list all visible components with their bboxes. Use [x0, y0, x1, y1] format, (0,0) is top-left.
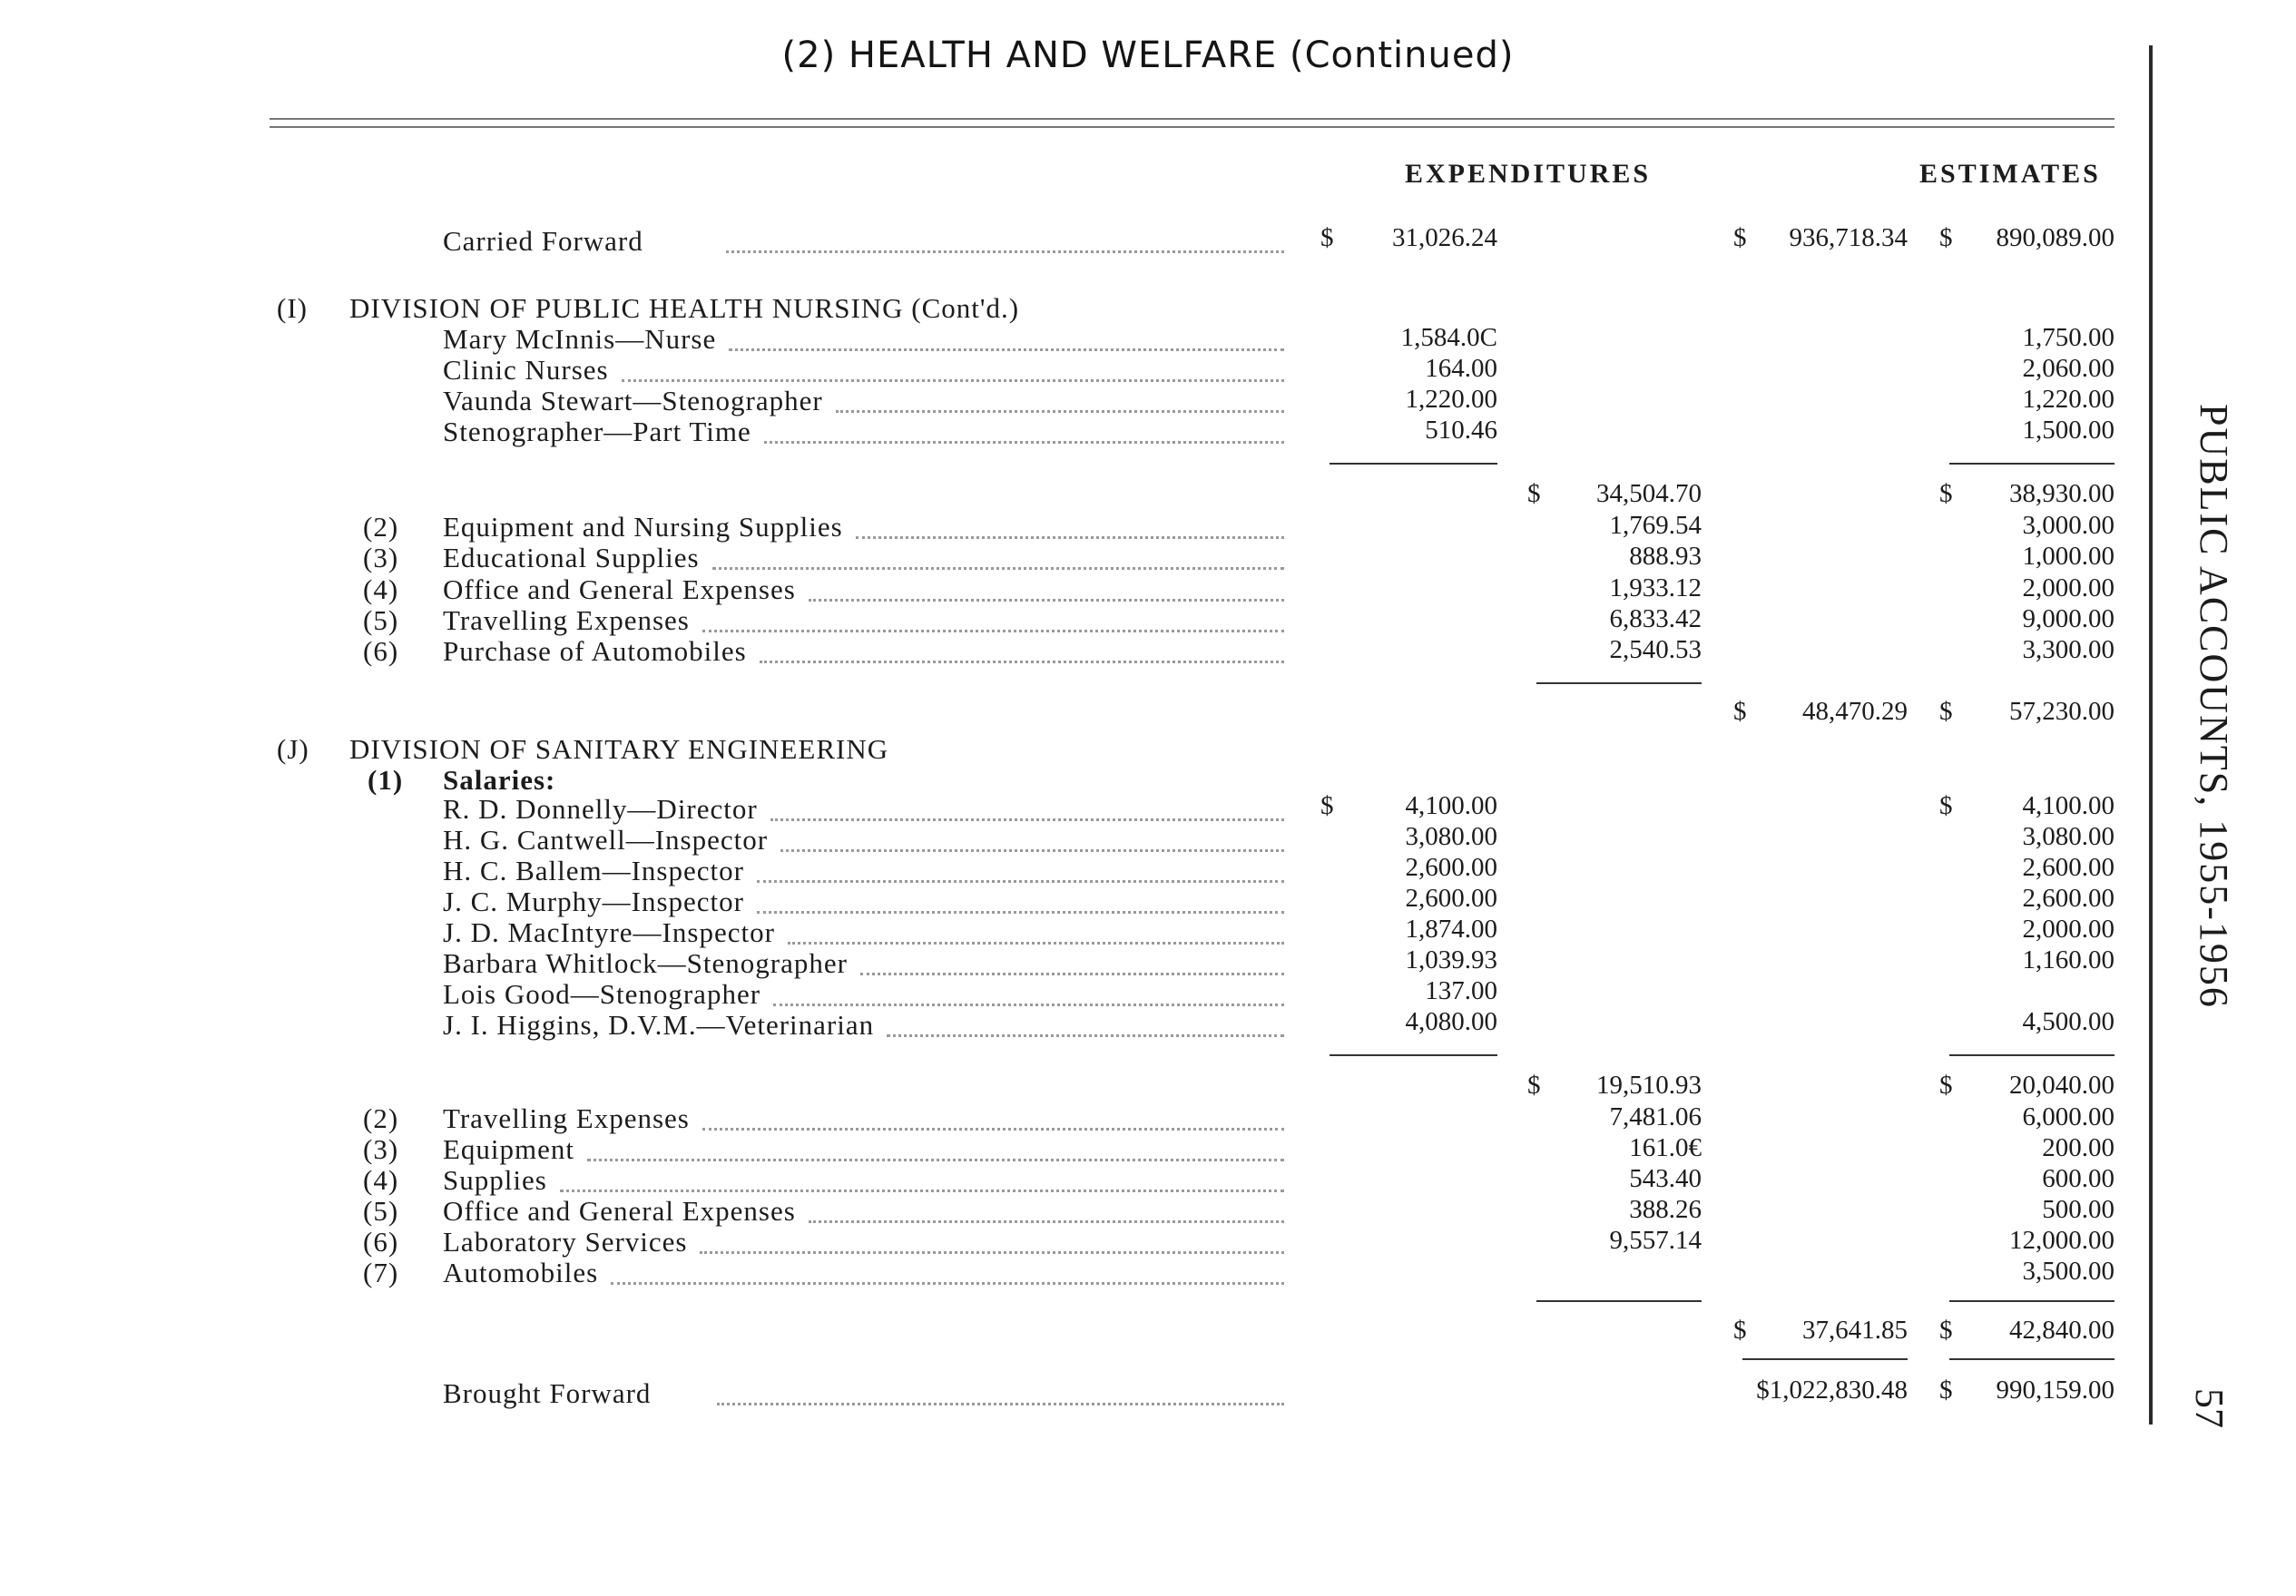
leader-dots — [757, 911, 1284, 914]
item-name: Supplies — [443, 1164, 547, 1196]
dollar-sign: $ — [1733, 1316, 1747, 1345]
salaries-label: Salaries: — [443, 764, 556, 796]
item-code: (7) — [363, 1257, 399, 1288]
leader-dots — [773, 1004, 1284, 1006]
salaries-subtotal-est: 20,040.00 — [2009, 1071, 2114, 1100]
item-estimate: 12,000.00 — [2009, 1226, 2114, 1255]
underline-rule — [1330, 1054, 1497, 1056]
underline-rule — [1742, 1358, 1908, 1360]
staff-name: Clinic Nurses — [443, 354, 609, 386]
leader-dots — [702, 630, 1284, 632]
item-code: (2) — [363, 511, 399, 543]
item-estimate: 200.00 — [2042, 1133, 2114, 1162]
item-expenditure: 543.40 — [1629, 1164, 1702, 1193]
dollar-sign: $ — [1320, 223, 1334, 252]
item-code: (2) — [363, 1102, 399, 1134]
dollar-sign: $ — [1733, 697, 1747, 726]
leader-dots — [788, 942, 1284, 945]
leader-dots — [757, 880, 1284, 883]
staff-expenditure: 4,100.00 — [1405, 791, 1497, 820]
brought-forward-label: Brought Forward — [443, 1377, 652, 1409]
staff-expenditure: 2,600.00 — [1405, 853, 1497, 882]
dollar-sign: $ — [1939, 223, 1953, 252]
item-code: (5) — [363, 1195, 399, 1227]
staff-name: R. D. Donnelly—Director — [443, 793, 758, 825]
leader-dots — [717, 1403, 1284, 1405]
staff-expenditure: 4,080.00 — [1405, 1007, 1497, 1036]
item-name: Office and General Expenses — [443, 573, 796, 605]
item-estimate: 6,000.00 — [2022, 1102, 2114, 1131]
item-name: Office and General Expenses — [443, 1195, 796, 1227]
brought-forward-est: 990,159.00 — [1996, 1376, 2114, 1405]
staff-expenditure: 164.00 — [1425, 354, 1497, 383]
item-code: (4) — [363, 1164, 399, 1196]
leader-dots — [560, 1190, 1284, 1192]
staff-name: J. C. Murphy—Inspector — [443, 886, 744, 917]
item-expenditure: 9,557.14 — [1609, 1226, 1702, 1255]
leader-dots — [702, 1128, 1284, 1131]
staff-estimate: 1,500.00 — [2022, 416, 2114, 445]
dollar-sign: $ — [1320, 791, 1334, 820]
staff-name: Mary McInnis—Nurse — [443, 323, 717, 355]
item-estimate: 2,000.00 — [2022, 573, 2114, 602]
dollar-sign: $ — [1939, 791, 1953, 820]
leader-dots — [780, 849, 1284, 852]
dollar-sign: $ — [1939, 1071, 1953, 1100]
item-estimate: 3,300.00 — [2022, 635, 2114, 664]
staff-expenditure: 1,039.93 — [1405, 945, 1497, 974]
item-name: Laboratory Services — [443, 1226, 688, 1258]
leader-dots — [809, 1220, 1284, 1223]
staff-name: J. D. MacIntyre—Inspector — [443, 916, 775, 948]
leader-dots — [726, 250, 1284, 253]
staff-name: Lois Good—Stenographer — [443, 978, 761, 1010]
item-expenditure: 7,481.06 — [1609, 1102, 1702, 1131]
item-name: Equipment and Nursing Supplies — [443, 511, 843, 543]
staff-name: Barbara Whitlock—Stenographer — [443, 947, 848, 979]
leader-dots — [887, 1034, 1284, 1037]
leader-dots — [587, 1159, 1284, 1161]
item-code: (3) — [363, 542, 399, 573]
leader-dots — [729, 348, 1284, 351]
right-margin-rule — [2149, 45, 2153, 1425]
side-running-title: PUBLIC ACCOUNTS, 1955-1956 — [2192, 404, 2236, 1009]
top-rule — [270, 118, 2114, 128]
staff-expenditure: 3,080.00 — [1405, 822, 1497, 851]
staff-estimate: 4,100.00 — [2022, 791, 2114, 820]
item-expenditure: 1,933.12 — [1609, 573, 1702, 602]
dollar-sign: $ — [1939, 1316, 1953, 1345]
column-header-estimates: ESTIMATES — [1919, 159, 2101, 189]
item-estimate: 600.00 — [2042, 1164, 2114, 1193]
dollar-sign: $ — [1527, 1071, 1541, 1100]
salaries-subtotal-exp: 34,504.70 — [1596, 479, 1702, 508]
item-expenditure: 1,769.54 — [1609, 511, 1702, 540]
carried-forward-label: Carried Forward — [443, 225, 643, 257]
item-name: Travelling Expenses — [443, 604, 690, 636]
page-title: (2) HEALTH AND WELFARE (Continued) — [781, 34, 1515, 76]
item-estimate: 3,500.00 — [2022, 1257, 2114, 1286]
underline-rule — [1949, 1300, 2114, 1302]
dollar-sign: $ — [1733, 223, 1747, 252]
underline-rule — [1536, 682, 1702, 684]
underline-rule — [1330, 463, 1497, 465]
underline-rule — [1949, 1054, 2114, 1056]
staff-estimate: 4,500.00 — [2022, 1007, 2114, 1036]
dollar-sign: $ — [1527, 479, 1541, 508]
staff-expenditure: 137.00 — [1425, 976, 1497, 1005]
leader-dots — [809, 599, 1284, 602]
salaries-code: (1) — [368, 764, 404, 796]
leader-dots — [622, 379, 1284, 382]
brought-forward-total: $1,022,830.48 — [1756, 1376, 1908, 1405]
item-estimate: 3,000.00 — [2022, 511, 2114, 540]
leader-dots — [764, 441, 1284, 444]
item-code: (6) — [363, 635, 399, 667]
dollar-sign: $ — [1939, 697, 1953, 726]
leader-dots — [770, 818, 1284, 821]
item-expenditure: 388.26 — [1629, 1195, 1702, 1224]
division-total-est: 42,840.00 — [2009, 1316, 2114, 1345]
division-code: (J) — [277, 733, 309, 765]
division-total-est: 57,230.00 — [2009, 697, 2114, 726]
staff-expenditure: 510.46 — [1425, 416, 1497, 445]
staff-estimate: 2,060.00 — [2022, 354, 2114, 383]
staff-name: H. C. Ballem—Inspector — [443, 855, 744, 886]
staff-estimate: 2,600.00 — [2022, 884, 2114, 913]
division-code: (I) — [277, 292, 308, 324]
item-name: Purchase of Automobiles — [443, 635, 747, 667]
item-expenditure: 888.93 — [1629, 542, 1702, 571]
staff-expenditure: 2,600.00 — [1405, 884, 1497, 913]
staff-estimate: 3,080.00 — [2022, 822, 2114, 851]
leader-dots — [760, 661, 1284, 663]
staff-name: J. I. Higgins, D.V.M.—Veterinarian — [443, 1009, 875, 1041]
staff-expenditure: 1,584.0C — [1400, 323, 1497, 352]
item-code: (4) — [363, 573, 399, 605]
page-number: 57 — [2187, 1388, 2232, 1428]
leader-dots — [860, 973, 1284, 975]
item-expenditure: 161.0€ — [1629, 1133, 1702, 1162]
item-name: Automobiles — [443, 1257, 599, 1288]
staff-estimate: 1,220.00 — [2022, 385, 2114, 414]
division-title: DIVISION OF SANITARY ENGINEERING — [349, 733, 889, 765]
item-code: (6) — [363, 1226, 399, 1258]
column-header-expenditures: EXPENDITURES — [1405, 159, 1652, 189]
staff-estimate: 1,160.00 — [2022, 945, 2114, 974]
salaries-subtotal-exp: 19,510.93 — [1596, 1071, 1702, 1100]
staff-expenditure: 1,874.00 — [1405, 915, 1497, 944]
division-title: DIVISION OF PUBLIC HEALTH NURSING (Cont'd.) — [349, 292, 1020, 324]
underline-rule — [1949, 463, 2114, 465]
leader-dots — [712, 567, 1284, 570]
leader-dots — [836, 410, 1284, 413]
leader-dots — [611, 1282, 1284, 1285]
staff-name: Vaunda Stewart—Stenographer — [443, 385, 823, 416]
division-total-exp: 37,641.85 — [1802, 1316, 1908, 1345]
dollar-sign: $ — [1939, 1376, 1953, 1405]
item-code: (3) — [363, 1133, 399, 1165]
staff-estimate: 2,000.00 — [2022, 915, 2114, 944]
leader-dots — [700, 1251, 1284, 1254]
dollar-sign: $ — [1939, 479, 1953, 508]
staff-expenditure: 1,220.00 — [1405, 385, 1497, 414]
item-estimate: 9,000.00 — [2022, 604, 2114, 633]
staff-estimate: 1,750.00 — [2022, 323, 2114, 352]
item-name: Equipment — [443, 1133, 575, 1165]
salaries-subtotal-est: 38,930.00 — [2009, 479, 2114, 508]
underline-rule — [1536, 1300, 1702, 1302]
item-name: Travelling Expenses — [443, 1102, 690, 1134]
item-estimate: 1,000.00 — [2022, 542, 2114, 571]
staff-name: Stenographer—Part Time — [443, 416, 751, 447]
staff-name: H. G. Cantwell—Inspector — [443, 824, 769, 856]
item-code: (5) — [363, 604, 399, 636]
division-total-exp: 48,470.29 — [1802, 697, 1908, 726]
underline-rule — [1949, 1358, 2114, 1360]
leader-dots — [856, 536, 1284, 539]
carried-forward-total: 936,718.34 — [1789, 223, 1908, 252]
item-expenditure: 6,833.42 — [1609, 604, 1702, 633]
item-estimate: 500.00 — [2042, 1195, 2114, 1224]
item-expenditure: 2,540.53 — [1609, 635, 1702, 664]
carried-forward-est: 890,089.00 — [1996, 223, 2114, 252]
item-name: Educational Supplies — [443, 542, 700, 573]
staff-estimate: 2,600.00 — [2022, 853, 2114, 882]
carried-forward-exp: 31,026.24 — [1392, 223, 1497, 252]
